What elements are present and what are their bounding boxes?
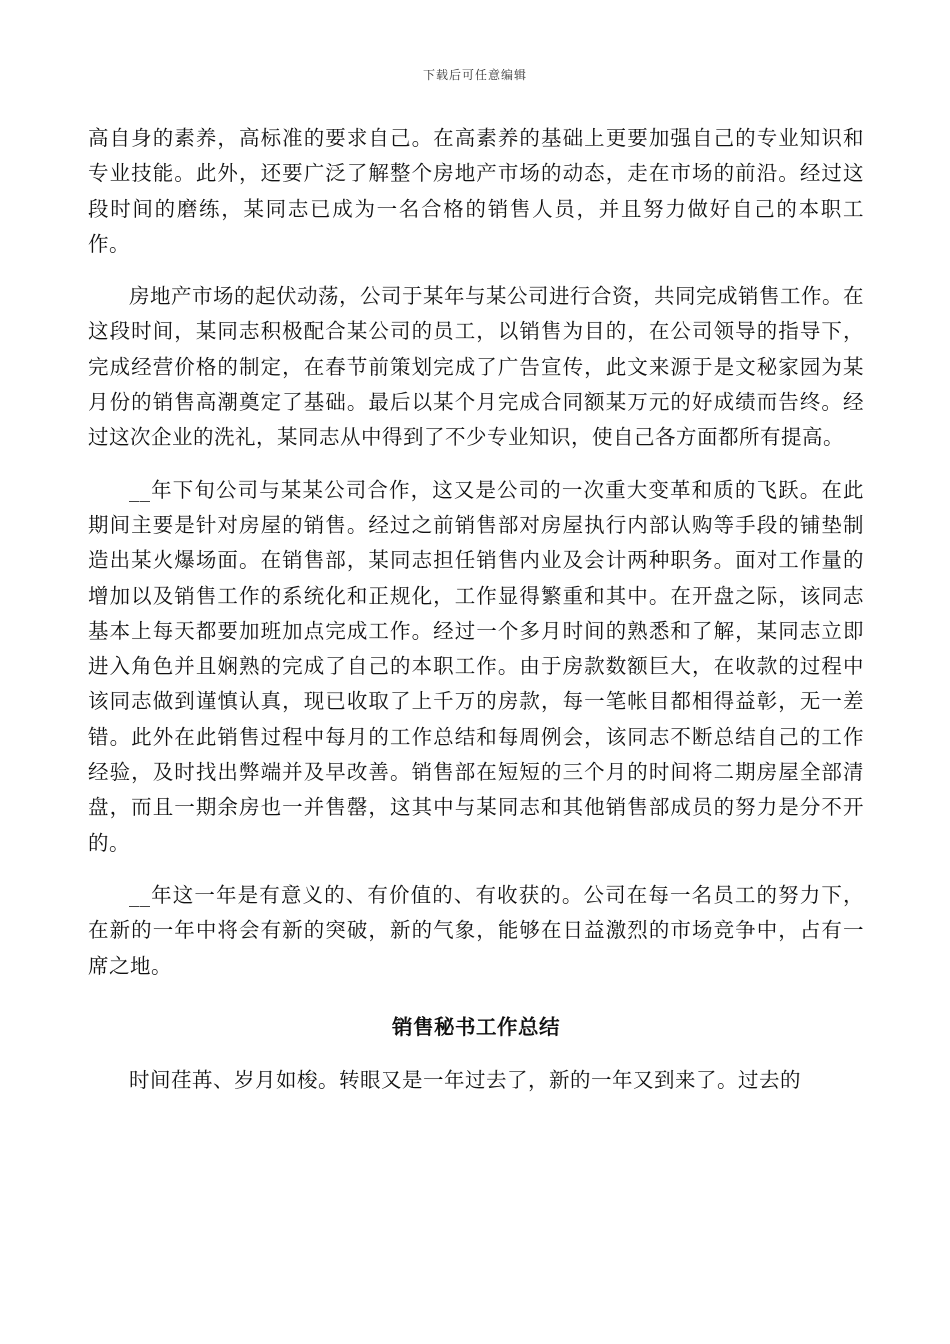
paragraph-1: 高自身的素养，高标准的要求自己。在高素养的基础上更要加强自己的专业知识和专业技能。此外，还要广泛了解整个房地产市场的动态，走在市场的前沿。经过这段时间的磨练，某同志已成为一名合格的销售人员，并且努力做好自己的本职工作。 — [88, 126, 864, 256]
download-note: 下载后可任意编辑 — [422, 68, 527, 82]
document-body — [88, 121, 864, 1115]
paragraph-3: __年下旬公司与某某公司合作，这又是公司的一次重大变革和质的飞跃。在此期间主要是针对房屋的销售。经过之前销售部对房屋执行内部认购等手段的铺垫制造出某火爆场面。在销售部，某同志担任销售内业及会计两种职务。面对工作量的增加以及销售工作的系统化和正规化，工作显得繁重和其中。在开盘之际，该同志基本上每天都要加班加点完成工作。经过一个多月时间的熟悉和了解，某同志立即进入角色并且娴熟的完成了自己的本职工作。由于房款数额巨大，在收款的过程中该同志做到谨慎认真，现已收取了上千万的房款，每一笔帐目都相得益彰，无一差错。此外在此销售过程中每月的工作总结和每周例会，该同志不断总结自己的工作经验，及时找出弊端并及早改善。销售部在短短的三个月的时间将二期房屋全部清盘，而且一期余房也一并售罄，这其中与某同志和其他销售部成员的努力是分不开的。 — [88, 477, 864, 855]
closing-paragraph: 时间荏苒、岁月如梭。转眼又是一年过去了，新的一年又到来了。过去的 — [129, 1068, 801, 1093]
paragraph-2: 房地产市场的起伏动荡，公司于某年与某公司进行合资，共同完成销售工作。在这段时间，某同志积极配合某公司的员工，以销售为目的，在公司领导的指导下，完成经营价格的制定，在春节前策划完成了广告宣传，此文来源于是文秘家园为某月份的销售高潮奠定了基础。最后以某个月完成合同额某万元的好成绩而告终。经过这次企业的洗礼，某同志从中得到了不少专业知识，使自己各方面都所有提高。 — [88, 284, 864, 450]
paragraph-4: __年这一年是有意义的、有价值的、有收获的。公司在每一名员工的努力下，在新的一年中将会有新的突破，新的气象，能够在日益激烈的市场竞争中，占有一席之地。 — [88, 882, 864, 978]
section-title: 销售秘书工作总结 — [392, 1014, 560, 1039]
